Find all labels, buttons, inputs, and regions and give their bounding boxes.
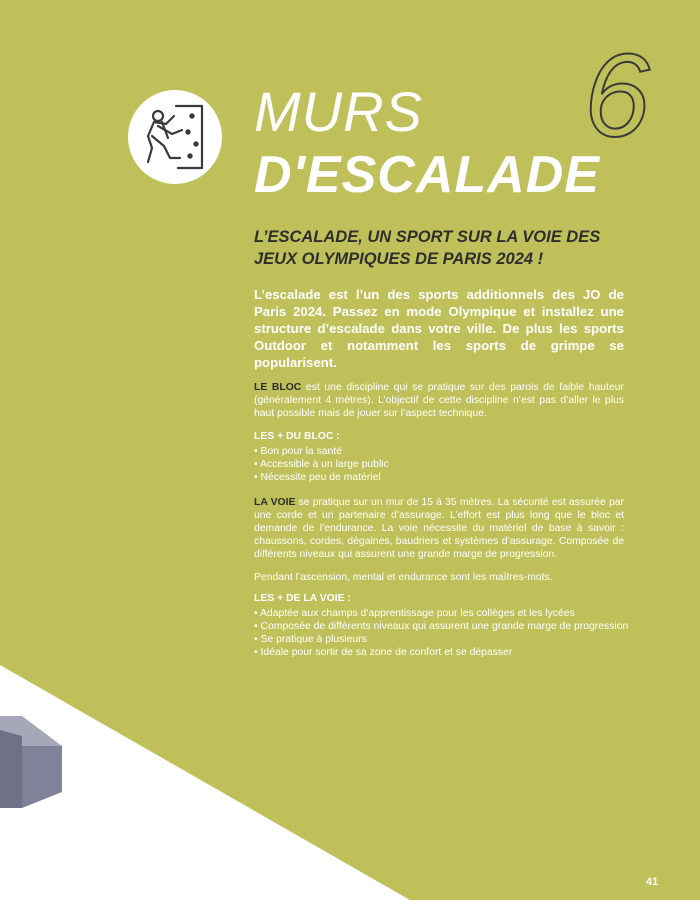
list-item: • Nécessite peu de matériel [254, 471, 381, 483]
climbing-icon-badge [128, 90, 222, 184]
subtitle-line-2: JEUX OLYMPIQUES DE PARIS 2024 ! [254, 250, 544, 268]
voie-paragraph [254, 496, 624, 561]
voie-list-title: LES + DE LA VOIE : [254, 593, 351, 605]
subtitle-line-1: L’ESCALADE, UN SPORT SUR LA VOIE DES [254, 228, 601, 246]
voie-note: Pendant l’ascension, mental et endurance sont les maîtres-mots. [254, 572, 553, 584]
page-number: 41 [646, 876, 659, 888]
voie-text: se pratique sur un mur de 15 à 35 mètres. La sécurité est assurée par une corde et un partenaire d’assurage. L’effort est plus long que le bloc et demande de l’endurance. La voie nécessite du matériel de base à savoir : chaussons, cordes, dégaines, baudriers et systèmes d’assurage. Composée de différents niveaux qui assurent une grande marge de progression. [254, 497, 624, 561]
intro-paragraph: L’escalade est l’un des sports additionnels des JO de Paris 2024. Passez en mode Olympique et installez une structure d’escalade dans votre ville. De plus les sports Outdoor et notamment les sports de grimpe se popularisent. [254, 287, 624, 370]
bloc-paragraph [254, 381, 624, 420]
list-item: • Bon pour la santé [254, 446, 342, 457]
voie-benefits-list [254, 608, 629, 659]
page-title-line-2: D'ESCALADE [254, 146, 600, 204]
list-item: • Adaptée aux champs d’apprentissage pour les collèges et les lycées [254, 608, 575, 620]
section-number-text: 6 [584, 40, 650, 150]
article-body [254, 226, 629, 672]
bloc-term: LE BLOC [254, 382, 302, 393]
bloc-text: est une discipline qui se pratique sur des parois de faible hauteur (généralement 4 mètres). L’objectif de cette discipline n’est pas d’aller le plus haut possible mais de jouer sur l’aspect technique. [254, 382, 624, 419]
list-item: • Se pratique à plusieurs [254, 633, 367, 645]
voie-term: LA VOIE [254, 497, 296, 509]
gray-block-shadow [0, 730, 22, 808]
list-item: • Composée de différents niveaux qui assurent une grande marge de progression [254, 621, 629, 633]
section-number [575, 40, 660, 150]
list-item: • Accessible à un large public [254, 458, 389, 470]
rock-climbing-wall-icon [142, 102, 208, 172]
article-subtitle [254, 226, 624, 270]
page-title-line-1: MURS [254, 80, 423, 143]
bloc-benefits-list [254, 446, 624, 484]
bloc-list-title: LES + DU BLOC : [254, 431, 340, 442]
list-item: • Idéale pour sortir de sa zone de confort et se dépasser [254, 646, 513, 658]
